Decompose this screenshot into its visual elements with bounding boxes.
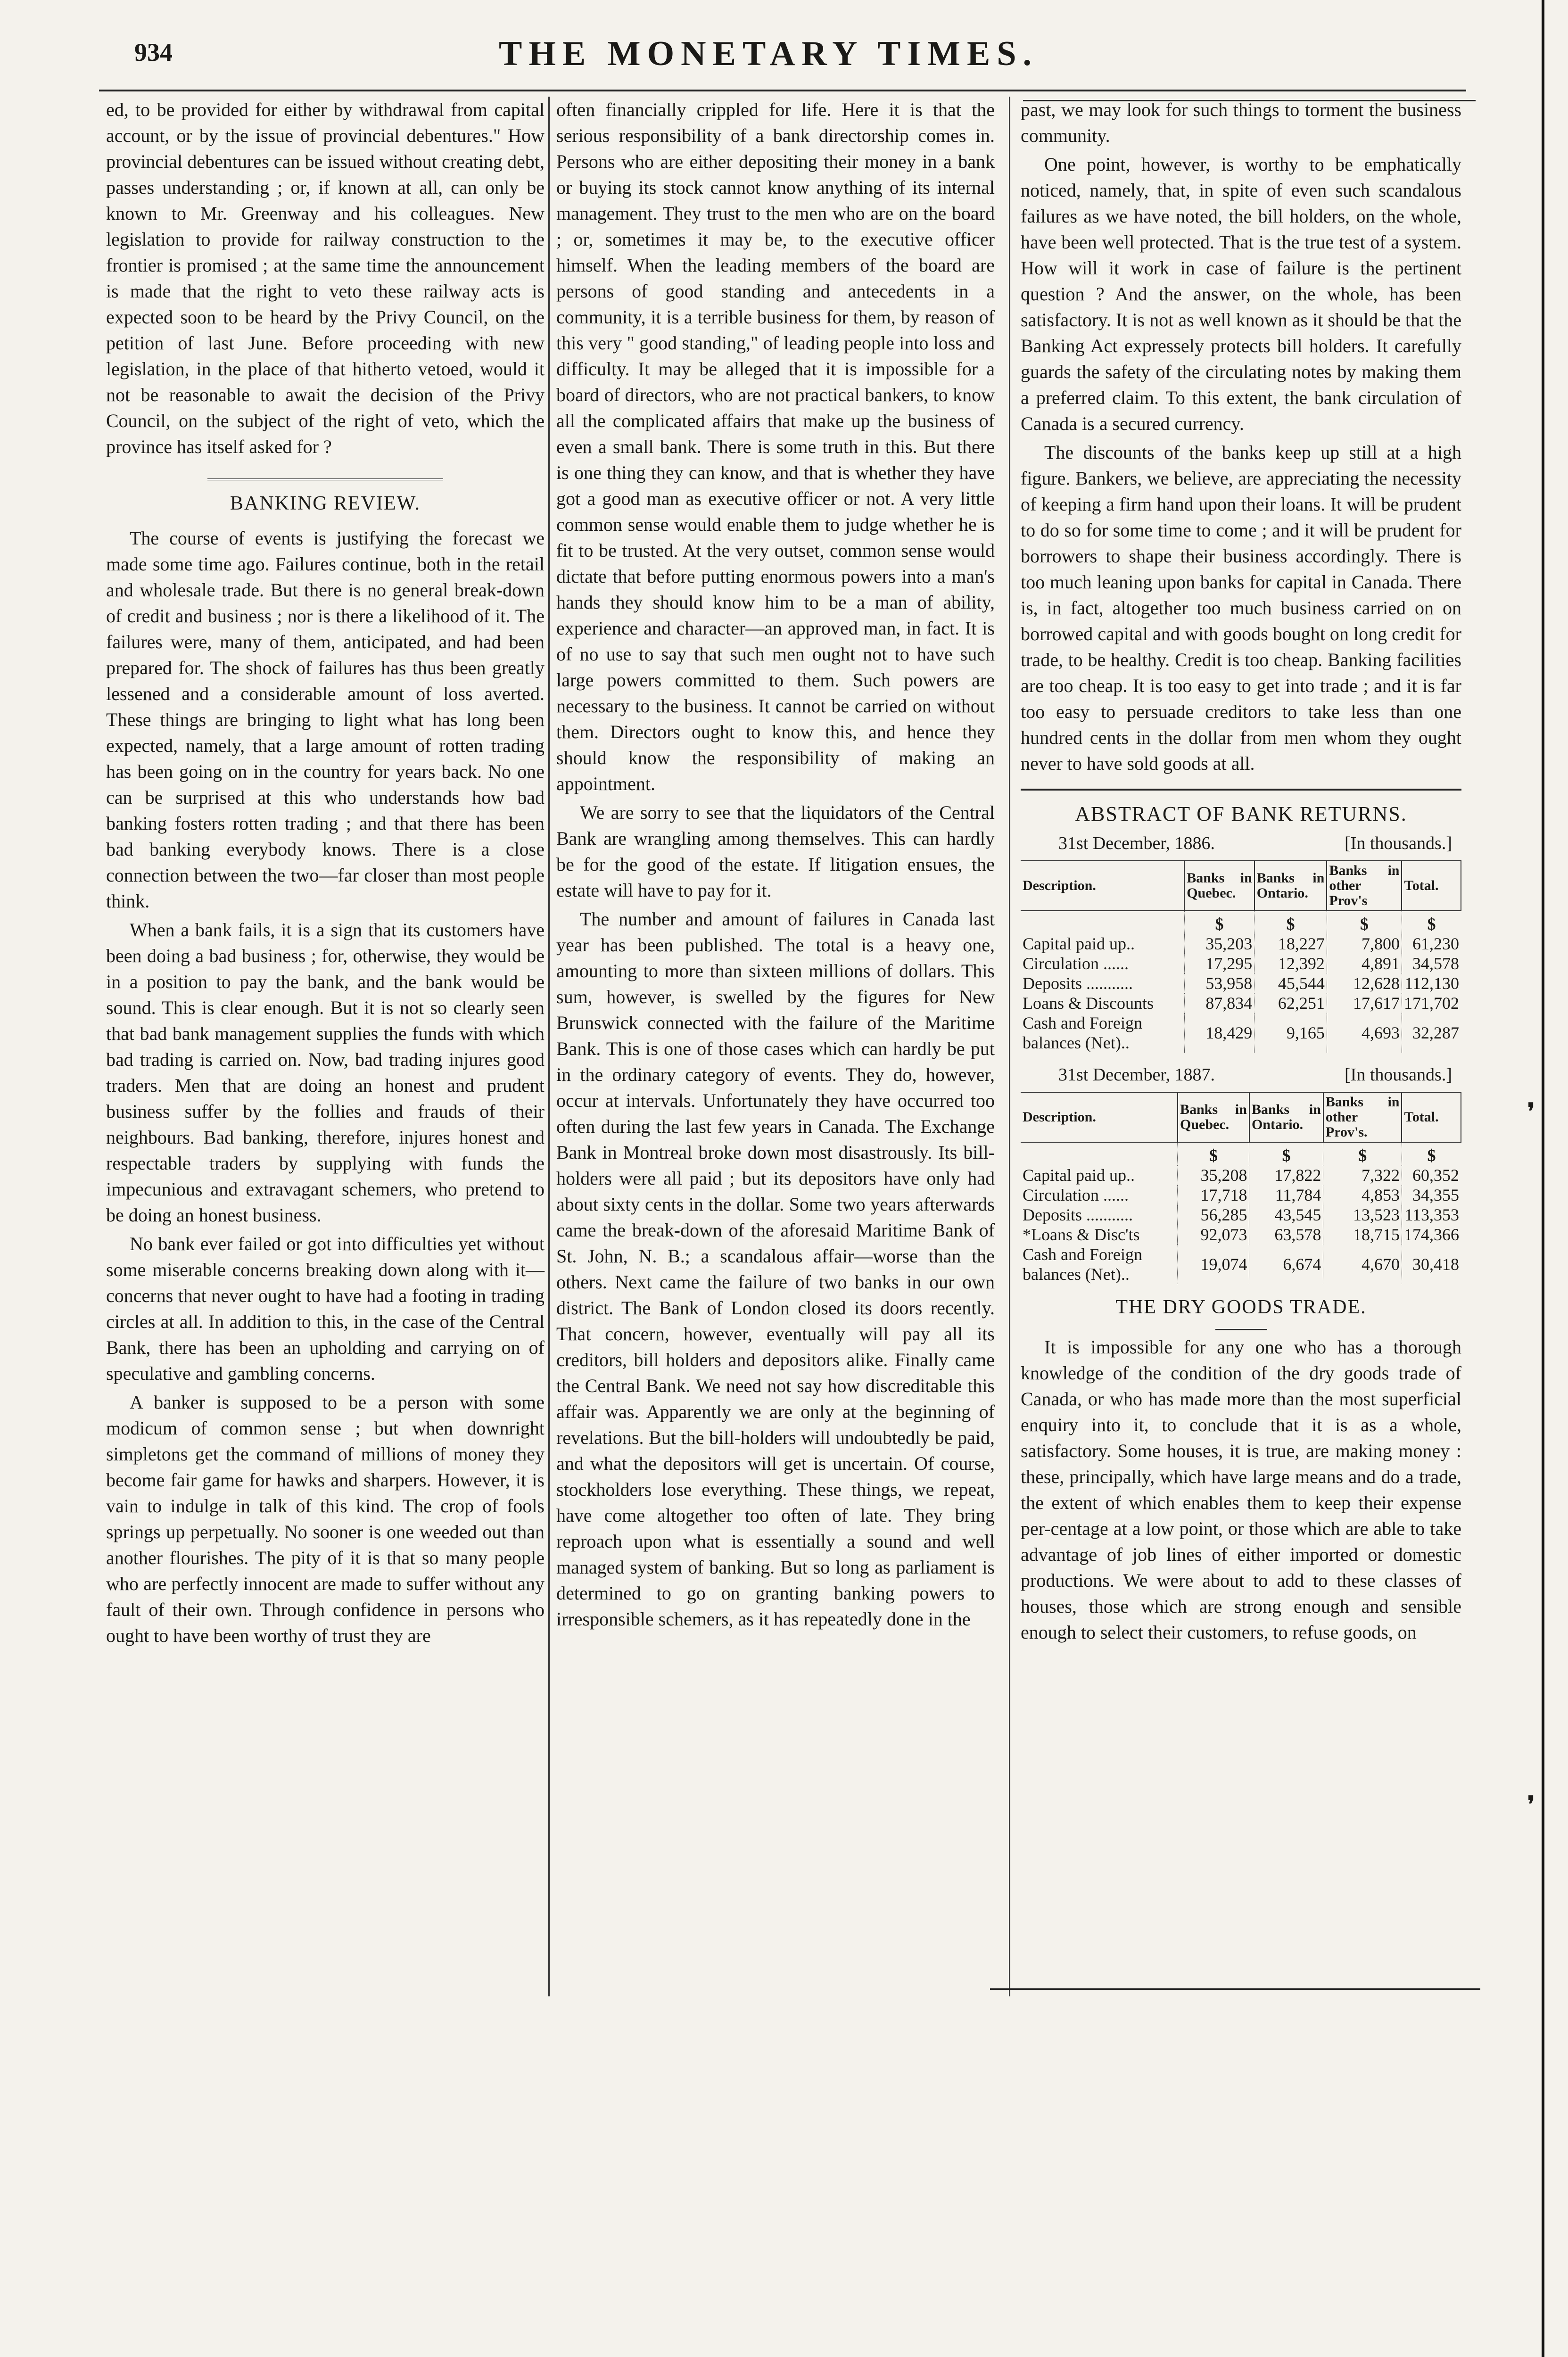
table-row: [1021, 1165, 1461, 1185]
table-row: [1021, 993, 1461, 1013]
table-cell: 4,670: [1323, 1244, 1402, 1284]
masthead: THE MONETARY TIMES.: [499, 34, 1038, 73]
table-cell: 13,523: [1323, 1205, 1402, 1225]
unit-cell: $: [1178, 1142, 1249, 1165]
unit-cell: $: [1327, 911, 1402, 934]
table-cell: 113,353: [1402, 1205, 1461, 1225]
paragraph: The course of events is justifying the forecast we made some time ago. Failures continue, both in the retail and wholesale trade. But there is no general break-down of credit and business ; nor is there a likelihood of it. The failures were, many of them, anticipated, and had been prepared for. The shock of failures has thus been greatly lessened and a considerable amount of loss averted. These things are bringing to light what has long been expected, namely, that a large amount of rotten trading has been going on in the country for years back. No one can be surprised at this who understands how bad banking fosters rotten trading ; and that there has been bad banking everybody knows. There is a close connection between the two—far closer than most people think.: [106, 527, 545, 912]
unit-cell: $: [1323, 1142, 1402, 1165]
table-date-line: [1021, 831, 1461, 857]
unit-cell: $: [1402, 911, 1461, 934]
row-label: Circulation ......: [1023, 1186, 1129, 1204]
margin-mark: ❜: [1527, 1099, 1535, 1124]
column-1: [106, 97, 545, 1651]
table-cell: 171,702: [1402, 993, 1461, 1013]
table-cell: 45,544: [1254, 973, 1327, 993]
bank-returns-table: [1021, 860, 1461, 1053]
bank-returns-table: [1021, 1092, 1461, 1284]
margin-mark: ❜: [1527, 1792, 1535, 1817]
table-cell: 18,715: [1323, 1225, 1402, 1244]
column-header: Banks in Quebec.: [1178, 1092, 1249, 1142]
page-edge: [1542, 0, 1544, 2357]
table-cell: 34,578: [1402, 954, 1461, 973]
column-3: [1021, 97, 1461, 1648]
paragraph: ed, to be provided for either by withdrawal from capital account, or by the issue of provincial debentures." How provincial debentures can be issued without creating debt, passes understanding ; or, if known at all, can only be known to Mr. Greenway and his colleagues. New legislation to provide for railway construction to the frontier is promised ; at the same time the announcement is made that the right to veto these railway acts is expected soon to be heard by the Privy Council, on the petition of last June. Before proceeding with new legislation, in the place of that hitherto vetoed, would it not be reasonable to await the decision of the Privy Council, on the subject of the right of veto, which the province has itself asked for ?: [106, 99, 545, 457]
bank-returns-block: [1021, 789, 1461, 1284]
table-unit-note: [In thousands.]: [1345, 833, 1452, 853]
paragraph: The discounts of the banks keep up still at a high figure. Bankers, we believe, are appreciating the necessity of keeping a firm hand upon their loans. It will be prudent to do so for some time to come ; and it will be prudent for borrowers to shape their business accordingly. There is too much leaning upon banks for capital in Canada. There is, in fact, altogether too much business carried on on borrowed capital and with goods bought on long credit for trade, to be healthy. Credit is too cheap. Banking facilities are too cheap. It is too easy to get into trade ; and it is far too easy to persuade creditors to take less than one hundred cents in the dollar from men whom they ought never to have sold goods at all.: [1021, 442, 1461, 774]
table-date-line: [1021, 1062, 1461, 1088]
table-cell: 17,718: [1178, 1185, 1249, 1205]
bank-returns-tables: [1021, 831, 1461, 1284]
table-cell: 4,853: [1323, 1185, 1402, 1205]
unit-cell: $: [1254, 911, 1327, 934]
table-unit-row: [1021, 911, 1461, 934]
table-cell: 35,208: [1178, 1165, 1249, 1185]
table-cell: 4,693: [1327, 1013, 1402, 1053]
table-header-row: [1021, 861, 1461, 911]
column-header: Banks in Quebec.: [1184, 861, 1254, 911]
table-row: [1021, 1185, 1461, 1205]
table-row: [1021, 954, 1461, 973]
table-row: [1021, 1013, 1461, 1053]
table-cell: 174,366: [1402, 1225, 1461, 1244]
table-cell: 112,130: [1402, 973, 1461, 993]
table-row: [1021, 1225, 1461, 1244]
column-divider: [548, 97, 550, 1996]
table-cell: 43,545: [1249, 1205, 1323, 1225]
table-row: [1021, 1244, 1461, 1284]
table-row: [1021, 1205, 1461, 1225]
title-underline: [1215, 1329, 1267, 1330]
row-label: Deposits ...........: [1023, 974, 1133, 993]
table-date: 31st December, 1886.: [1058, 833, 1215, 853]
table-cell: 30,418: [1402, 1244, 1461, 1284]
section-title-dry-goods: THE DRY GOODS TRADE.: [1115, 1296, 1367, 1318]
paragraph: past, we may look for such things to torment the business community.: [1021, 99, 1461, 146]
column-header: Description.: [1021, 1092, 1178, 1142]
unit-cell: [1021, 911, 1184, 934]
section-divider: [207, 478, 443, 480]
table-cell: 60,352: [1402, 1165, 1461, 1185]
paragraph: When a bank fails, it is a sign that its customers have been doing a bad business ; for, otherwise, they would be in a position to pay the bank, and the bank would be sound. This is clear enough. But it is not so clearly seen that bad bank management supplies the funds with which bad trading is carried on. Now, bad trading injures good traders. Men that are doing an honest and prudent business suffer by the follies and frauds of their neighbours. Bad banking, therefore, injures honest and respectable traders by supplying with funds the impecunious and extravagant schemers, who pretend to be doing an honest business.: [106, 919, 545, 1226]
table-cell: 32,287: [1402, 1013, 1461, 1053]
paragraph: The number and amount of failures in Canada last year has been published. The total is a heavy one, amounting to more than sixteen millions of dollars. This sum, however, is swelled by the figures for New Brunswick connected with the failure of the Maritime Bank. This is one of those cases which can hardly be put in the ordinary category of events. They do, however, occur at intervals. Unfortunately they have occurred too often during the last few years in Canada. The Exchange Bank in Montreal broke down most disastrously. Its bill-holders were all paid ; but its depositors have only had about sixty cents in the dollar. Some two years afterwards came the break-down of the aforesaid Maritime Bank of St. John, N. B.; a scandalous affair—worse than the others. Next came the failure of two banks in our own district. The Bank of London closed its doors recently. That concern, however, eventually will pay all its creditors, bill holders and depositors alike. Finally came the Central Bank. We need not say how discreditable this affair was. Apparently we are only at the beginning of revelations. But the bill-holders will undoubtedly be paid, and what the depositors will get is uncertain. Of course, stockholders lose everything. These things, we repeat, have come altogether too often of late. They bring reproach upon what is essentially a sound and well managed system of banking. But so long as parliament is determined to go on granting banking powers to irresponsible schemers, as it has repeatedly done in the: [556, 908, 995, 1630]
column-header: Banks in other Prov's: [1327, 861, 1402, 911]
table-cell: 92,073: [1178, 1225, 1249, 1244]
abstract-title: ABSTRACT OF BANK RETURNS.: [1075, 802, 1407, 825]
column-header: Banks in Ontario.: [1254, 861, 1327, 911]
bottom-rule: [990, 1988, 1480, 1990]
table-cell: 34,355: [1402, 1185, 1461, 1205]
unit-cell: $: [1184, 911, 1254, 934]
column-header: Total.: [1402, 861, 1461, 911]
table-cell: 17,822: [1249, 1165, 1323, 1185]
unit-cell: $: [1402, 1142, 1461, 1165]
table-cell: 53,958: [1184, 973, 1254, 993]
row-label: Capital paid up..: [1023, 934, 1135, 953]
row-label: Capital paid up..: [1023, 1166, 1135, 1185]
table-unit-note: [In thousands.]: [1345, 1065, 1452, 1085]
column-header: Banks in other Prov's.: [1323, 1092, 1402, 1142]
table-cell: 87,834: [1184, 993, 1254, 1013]
row-label: Circulation ......: [1023, 954, 1129, 973]
table-cell: 9,165: [1254, 1013, 1327, 1053]
table-cell: 7,322: [1323, 1165, 1402, 1185]
section-title-banking-review: BANKING REVIEW.: [230, 493, 421, 514]
paragraph: One point, however, is worthy to be emphatically noticed, namely, that, in spite of even such scandalous failures as we have noted, the bill holders, on the whole, have been well protected. That is the true test of a system. How will it work in case of failure is the pertinent question ? And the answer, on the whole, has been satisfactory. It is not as well known as it should be that the Banking Act expressely protects bill holders. It carefully guards the safety of the circulating notes by making them a preferred claim. To this extent, the bank circulation of Canada is a secured currency.: [1021, 154, 1461, 434]
column-header: Total.: [1402, 1092, 1461, 1142]
row-label: *Loans & Disc'ts: [1023, 1225, 1140, 1244]
page-number: 934: [134, 38, 173, 66]
table-cell: 19,074: [1178, 1244, 1249, 1284]
table-cell: 6,674: [1249, 1244, 1323, 1284]
table-cell: 4,891: [1327, 954, 1402, 973]
row-label: Cash and Foreign balances (Net)..: [1023, 1014, 1142, 1052]
table-cell: 17,295: [1184, 954, 1254, 973]
table-cell: 17,617: [1327, 993, 1402, 1013]
column-2: [556, 97, 995, 1635]
table-cell: 7,800: [1327, 934, 1402, 954]
table-cell: 56,285: [1178, 1205, 1249, 1225]
table-header-row: [1021, 1092, 1461, 1142]
table-cell: 35,203: [1184, 934, 1254, 954]
table-cell: 11,784: [1249, 1185, 1323, 1205]
table-cell: 18,227: [1254, 934, 1327, 954]
table-date: 31st December, 1887.: [1058, 1065, 1215, 1085]
table-row: [1021, 934, 1461, 954]
table-cell: 18,429: [1184, 1013, 1254, 1053]
column-divider: [1009, 97, 1010, 1996]
table-cell: 12,392: [1254, 954, 1327, 973]
row-label: Cash and Foreign balances (Net)..: [1023, 1245, 1142, 1284]
unit-cell: $: [1249, 1142, 1323, 1165]
table-unit-row: [1021, 1142, 1461, 1165]
paragraph: We are sorry to see that the liquidators of the Central Bank are wrangling among themselves. This can hardly be for the good of the estate. If litigation ensues, the estate will have to pay for it.: [556, 802, 995, 901]
header-rule: [99, 90, 1466, 91]
paragraph: No bank ever failed or got into difficulties yet without some miserable concerns breaking down along with it—concerns that never ought to have had a footing in trading circles at all. In addition to this, in the case of the Central Bank, there has been an upholding and carrying on of speculative and gambling concerns.: [106, 1233, 545, 1384]
table-cell: 12,628: [1327, 973, 1402, 993]
row-label: Loans & Discounts: [1023, 994, 1154, 1013]
table-row: [1021, 973, 1461, 993]
paragraph: It is impossible for any one who has a thorough knowledge of the condition of the dry goods trade of Canada, or who has made more than the most superficial enquiry into it, to conclude that it is as a whole, satisfactory. Some houses, it is true, are making money : these, principally, which have large means and do a trade, the extent of which enables them to keep their expense per-centage at a low point, or those which are able to take advantage of job lines of either imported or domestic productions. We were about to add to these classes of houses, those which are strong enough and sensible enough to select their customers, to refuse goods, on: [1021, 1336, 1461, 1643]
table-cell: 63,578: [1249, 1225, 1323, 1244]
table-cell: 61,230: [1402, 934, 1461, 954]
table-cell: 62,251: [1254, 993, 1327, 1013]
unit-cell: [1021, 1142, 1178, 1165]
column-header: Banks in Ontario.: [1249, 1092, 1323, 1142]
page-header: [94, 34, 1443, 81]
row-label: Deposits ...........: [1023, 1205, 1133, 1224]
paragraph: A banker is supposed to be a person with some modicum of common sense ; but when downright simpletons get the command of millions of money they become fair game for hawks and sharpers. However, it is vain to indulge in talk of this kind. The crop of fools springs up perpetually. No sooner is one weeded out than another flourishes. The pity of it is that so many people who are perfectly innocent are made to suffer without any fault of their own. Through confidence in persons who ought to have been worthy of trust they are: [106, 1392, 545, 1646]
column-header: Description.: [1021, 861, 1184, 911]
paragraph: often financially crippled for life. Here it is that the serious responsibility of a bank directorship comes in. Persons who are either depositing their money in a bank or buying its stock cannot know anything of its internal management. They trust to the men who are on the board ; or, sometimes it may be, to the executive officer himself. When the leading members of the board are persons of good standing and antecedents in a community, it is a terrible business for them, by reason of this very " good standing," of leading people into loss and difficulty. It may be alleged that it is impossible for a board of directors, who are not practical bankers, to know all the complicated affairs that make up the business of even a small bank. There is some truth in this. But there is one thing they can know, and that is whether they have got a good man as executive officer or not. A very little common sense would enable them to judge whether he is fit to be trusted. At the very outset, common sense would dictate that before putting enormous powers into a man's hands they should know him to be a man of ability, experience and character—an approved man, in fact. It is of no use to say that such men ought not to have such large powers committed to them. Such powers are necessary to the business. It cannot be carried on without them. Directors ought to know this, and hence they should know the responsibility of making an appointment.: [556, 99, 995, 794]
